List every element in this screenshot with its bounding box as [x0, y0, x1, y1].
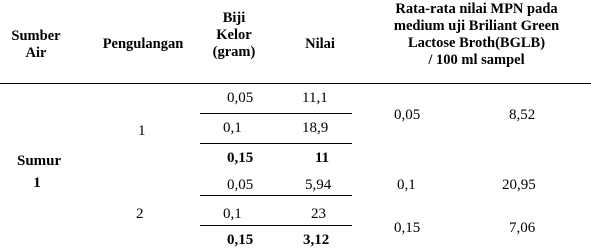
mpn-row3-kelor: 0,15: [394, 220, 421, 236]
group2-row2-biji: 0,1: [223, 206, 242, 222]
group1-row2-biji: 0,1: [223, 120, 242, 136]
group1-row1-biji: 0,05: [227, 90, 254, 106]
header-nilai-label: Nilai: [305, 36, 335, 52]
group2-row2-rule: [200, 225, 352, 226]
sumber-air-line1: Sumur: [17, 153, 62, 169]
header-mpn-line1: Rata-rata nilai MPN pada: [395, 1, 558, 17]
group2-row3-biji: 0,15: [227, 232, 254, 248]
group1-row3-nilai: 11: [315, 150, 330, 166]
header-biji-kelor-line3: (gram): [212, 44, 256, 60]
header-mpn-line4: / 100 ml sampel: [428, 52, 525, 68]
header-pengulangan-label: Pengulangan: [102, 36, 184, 52]
sumber-air-line2: 1: [33, 175, 41, 191]
group1-row2-rule: [200, 143, 352, 144]
header-nilai: [290, 36, 350, 53]
pengulangan-2: 2: [136, 206, 144, 222]
header-sumber-air-line2: Air: [25, 45, 47, 61]
mpn-row1-value: 8,52: [509, 107, 536, 123]
group1-row1-rule: [200, 113, 352, 114]
header-biji-kelor-line2: Kelor: [216, 27, 252, 43]
header-sumber-air-line1: Sumber: [11, 28, 61, 44]
mpn-row2-value: 20,95: [502, 177, 536, 193]
header-biji-kelor: [200, 10, 268, 61]
group2-row3-nilai: 3,12: [303, 232, 330, 248]
group1-row1-nilai: 11,1: [302, 90, 328, 106]
group1-row3-biji: 0,15: [227, 150, 254, 166]
header-pengulangan: [86, 36, 200, 53]
mpn-row3-value: 7,06: [509, 220, 536, 236]
header-bottom-rule: [0, 83, 591, 84]
group2-row1-nilai: 5,94: [305, 177, 332, 193]
mpn-row1-kelor: 0,05: [394, 107, 421, 123]
group2-row2-nilai: 23: [311, 206, 326, 222]
header-mpn-line3: Lactose Broth(BGLB): [407, 35, 546, 51]
group2-row1-biji: 0,05: [227, 177, 254, 193]
group2-row1-rule: [200, 195, 352, 196]
header-mpn-line2: medium uji Briliant Green: [393, 18, 560, 34]
pengulangan-1: 1: [138, 123, 146, 139]
header-sumber-air: [4, 28, 68, 62]
sumber-air-value: [17, 150, 62, 194]
header-biji-kelor-line1: Biji: [222, 10, 246, 26]
mpn-row2-kelor: 0,1: [397, 177, 416, 193]
group1-row2-nilai: 18,9: [302, 120, 329, 136]
header-mpn: [362, 1, 591, 69]
